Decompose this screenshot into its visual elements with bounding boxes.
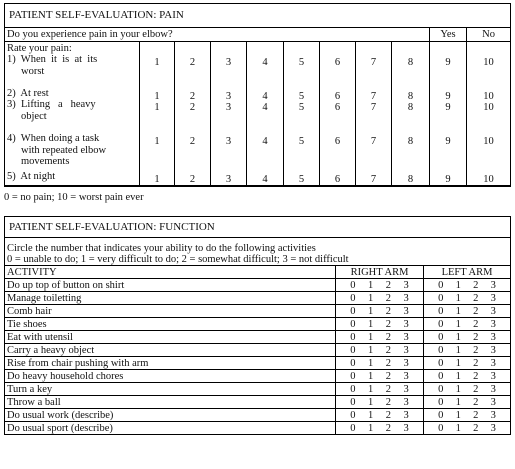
ability-score-option[interactable]: 0 — [350, 331, 356, 343]
ability-score-option[interactable]: 2 — [385, 305, 391, 317]
score-option[interactable]: 1 — [154, 91, 160, 102]
ability-score-option[interactable]: 2 — [385, 331, 391, 343]
right-arm-scale — [336, 305, 424, 318]
ability-score-option[interactable]: 0 — [438, 344, 444, 356]
ability-score-option[interactable]: 3 — [490, 331, 496, 343]
pain-evaluation-table — [4, 3, 511, 187]
score-column-1 — [140, 42, 175, 186]
table-row — [5, 383, 511, 396]
left-arm-scale — [424, 292, 511, 305]
ability-score-option[interactable]: 3 — [403, 331, 409, 343]
score-column-2 — [175, 42, 211, 186]
left-arm-scale — [424, 383, 511, 396]
ability-score-option[interactable]: 0 — [350, 357, 356, 369]
ability-score-option[interactable]: 2 — [473, 357, 479, 369]
ability-score-option[interactable]: 3 — [490, 370, 496, 382]
ability-score-option[interactable]: 0 — [350, 305, 356, 317]
score-option[interactable]: 4 — [262, 91, 268, 102]
activity-rows — [5, 279, 511, 435]
rate-label: Rate your pain: — [7, 43, 72, 54]
ability-score-option[interactable]: 1 — [455, 409, 461, 421]
left-arm-scale — [424, 409, 511, 422]
score-option[interactable]: 5 — [298, 174, 305, 185]
activity-label: Do up top of button on shirt — [5, 279, 336, 292]
pain-item-label-cont: worst — [21, 65, 45, 77]
score-column-4 — [247, 42, 284, 186]
ability-score-option[interactable]: 1 — [455, 383, 461, 395]
score-option[interactable]: 3 — [225, 91, 232, 102]
ability-score-option[interactable]: 1 — [368, 318, 374, 330]
ability-score-option[interactable]: 1 — [368, 383, 374, 395]
ability-score-option[interactable]: 0 — [438, 409, 444, 421]
activity-label: Turn a key — [5, 383, 336, 396]
score-option[interactable]: 4 — [262, 174, 268, 185]
score-column-3 — [211, 42, 247, 186]
ability-score-option[interactable]: 0 — [438, 279, 444, 291]
right-arm-scale — [336, 331, 424, 344]
left-arm-scale — [424, 370, 511, 383]
table-row — [5, 331, 511, 344]
ability-score-option[interactable]: 3 — [490, 318, 496, 330]
score-option[interactable]: 7 — [370, 174, 377, 185]
table-row — [5, 279, 511, 292]
score-option[interactable]: 6 — [334, 174, 341, 185]
left-arm-scale — [424, 422, 511, 435]
ability-score-option[interactable]: 3 — [403, 279, 409, 291]
score-column-6 — [320, 42, 356, 186]
function-instructions — [5, 238, 511, 266]
instruction-text: Circle the number that indicates your ability to do the following activities — [7, 243, 316, 254]
score-option[interactable]: 7 — [370, 102, 377, 113]
ability-score-option[interactable]: 1 — [368, 370, 374, 382]
score-option[interactable]: 10 — [483, 57, 494, 68]
score-column-10 — [467, 42, 511, 186]
pain-item-rest — [7, 88, 137, 99]
pain-item-label-cont: object — [21, 110, 47, 122]
pain-item-night — [7, 171, 137, 182]
pain-title: PATIENT SELF-EVALUATION: PAIN — [5, 4, 511, 28]
ability-score-option[interactable]: 2 — [385, 422, 391, 434]
activity-label: Do heavy household chores — [5, 370, 336, 383]
left-arm-scale — [424, 331, 511, 344]
ability-score-option[interactable]: 1 — [368, 292, 374, 304]
pain-scale-note: 0 = no pain; 10 = worst pain ever — [4, 192, 144, 203]
ability-score-option[interactable]: 2 — [385, 279, 391, 291]
table-row — [5, 292, 511, 305]
ability-score-option[interactable]: 2 — [385, 357, 391, 369]
ability-score-option[interactable]: 2 — [473, 396, 479, 408]
score-option[interactable]: 3 — [225, 136, 232, 147]
right-arm-scale — [336, 409, 424, 422]
score-option[interactable]: 10 — [483, 102, 494, 113]
ability-score-option[interactable]: 3 — [403, 292, 409, 304]
right-arm-header: RIGHT ARM — [336, 266, 424, 279]
ability-score-option[interactable]: 3 — [403, 409, 409, 421]
ability-score-option[interactable]: 2 — [385, 396, 391, 408]
score-option[interactable]: 1 — [154, 57, 160, 68]
ability-score-option[interactable]: 2 — [473, 292, 479, 304]
ability-score-option[interactable]: 1 — [368, 409, 374, 421]
activity-label: Throw a ball — [5, 396, 336, 409]
ability-score-option[interactable]: 0 — [350, 318, 356, 330]
score-option[interactable]: 9 — [445, 174, 451, 185]
ability-score-option[interactable]: 1 — [455, 318, 461, 330]
table-row — [5, 305, 511, 318]
pain-item-label: 3) Lifting a heavy — [7, 99, 96, 111]
ability-score-option[interactable]: 0 — [438, 370, 444, 382]
right-arm-scale — [336, 279, 424, 292]
ability-score-option[interactable]: 0 — [350, 383, 356, 395]
ability-score-option[interactable]: 2 — [473, 318, 479, 330]
ability-score-option[interactable]: 2 — [473, 331, 479, 343]
ability-score-option[interactable]: 1 — [455, 344, 461, 356]
left-arm-scale — [424, 318, 511, 331]
score-option[interactable]: 1 — [154, 174, 160, 185]
score-option[interactable]: 8 — [407, 57, 414, 68]
left-arm-header: LEFT ARM — [424, 266, 511, 279]
score-option[interactable]: 1 — [154, 136, 160, 147]
ability-score-option[interactable]: 3 — [403, 396, 409, 408]
score-option[interactable]: 8 — [407, 136, 414, 147]
score-option[interactable]: 7 — [370, 91, 377, 102]
ability-score-option[interactable]: 2 — [385, 409, 391, 421]
ability-score-option[interactable]: 2 — [385, 370, 391, 382]
pain-item-lifting — [7, 99, 137, 133]
left-arm-scale — [424, 357, 511, 370]
ability-score-option[interactable]: 0 — [438, 357, 444, 369]
ability-score-option[interactable]: 3 — [490, 409, 496, 421]
ability-score-option[interactable]: 3 — [403, 318, 409, 330]
ability-score-option[interactable]: 2 — [473, 409, 479, 421]
score-option[interactable]: 4 — [262, 136, 268, 147]
right-arm-scale — [336, 370, 424, 383]
ability-score-option[interactable]: 0 — [350, 370, 356, 382]
ability-score-option[interactable]: 0 — [438, 318, 444, 330]
ability-score-option[interactable]: 3 — [403, 344, 409, 356]
score-option[interactable]: 5 — [298, 57, 305, 68]
ability-score-option[interactable]: 2 — [385, 344, 391, 356]
score-option[interactable]: 2 — [189, 136, 196, 147]
score-option[interactable]: 10 — [483, 174, 494, 185]
activity-label: Manage toiletting — [5, 292, 336, 305]
right-arm-scale — [336, 357, 424, 370]
score-column-5 — [284, 42, 320, 186]
activity-label: Rise from chair pushing with arm — [5, 357, 336, 370]
ability-score-option[interactable]: 3 — [403, 370, 409, 382]
score-option[interactable]: 5 — [298, 136, 305, 147]
score-column-7 — [356, 42, 392, 186]
score-option[interactable]: 6 — [334, 91, 341, 102]
pain-items-column — [5, 42, 140, 186]
ability-score-option[interactable]: 0 — [350, 344, 356, 356]
score-option[interactable]: 4 — [262, 57, 268, 68]
ability-score-option[interactable]: 1 — [368, 396, 374, 408]
activity-label: Comb hair — [5, 305, 336, 318]
ability-score-option[interactable]: 3 — [490, 305, 496, 317]
score-option[interactable]: 6 — [334, 57, 341, 68]
right-arm-scale — [336, 292, 424, 305]
score-option[interactable]: 10 — [483, 91, 494, 102]
activity-label: Do usual sport (describe) — [5, 422, 336, 435]
ability-score-option[interactable]: 0 — [438, 305, 444, 317]
ability-score-option[interactable]: 1 — [455, 292, 461, 304]
score-option[interactable]: 8 — [407, 174, 414, 185]
ability-score-option[interactable]: 1 — [455, 370, 461, 382]
score-option[interactable]: 10 — [483, 136, 494, 147]
ability-score-option[interactable]: 1 — [455, 331, 461, 343]
left-arm-scale — [424, 305, 511, 318]
ability-score-option[interactable]: 0 — [438, 422, 444, 434]
ability-score-option[interactable]: 2 — [473, 344, 479, 356]
pain-item-label: 1) When it is at its — [7, 54, 98, 66]
table-row — [5, 344, 511, 357]
pain-question: Do you experience pain in your elbow? — [5, 28, 430, 42]
table-row — [5, 396, 511, 409]
score-option[interactable]: 4 — [262, 102, 268, 113]
activity-label: Tie shoes — [5, 318, 336, 331]
left-arm-scale — [424, 344, 511, 357]
score-option[interactable]: 2 — [189, 174, 196, 185]
ability-score-option[interactable]: 0 — [350, 409, 356, 421]
ability-score-option[interactable]: 3 — [490, 422, 496, 434]
score-option[interactable]: 8 — [407, 91, 414, 102]
score-option[interactable]: 2 — [189, 102, 196, 113]
ability-score-option[interactable]: 1 — [368, 344, 374, 356]
pain-item-label: 2) At rest — [7, 88, 49, 100]
score-option[interactable]: 1 — [154, 102, 160, 113]
ability-score-option[interactable]: 1 — [455, 279, 461, 291]
pain-item-worst — [7, 54, 137, 88]
ability-score-option[interactable]: 3 — [490, 292, 496, 304]
score-option[interactable]: 9 — [445, 102, 451, 113]
pain-item-label: 5) At night — [7, 171, 56, 183]
ability-score-option[interactable]: 1 — [368, 357, 374, 369]
ability-score-option[interactable]: 1 — [455, 422, 461, 434]
function-title: PATIENT SELF-EVALUATION: FUNCTION — [5, 217, 511, 238]
ability-score-option[interactable]: 3 — [403, 357, 409, 369]
score-option[interactable]: 9 — [445, 57, 451, 68]
score-option[interactable]: 9 — [445, 136, 451, 147]
left-arm-scale — [424, 279, 511, 292]
yes-option[interactable]: Yes — [430, 28, 467, 42]
ability-score-option[interactable]: 1 — [368, 279, 374, 291]
pain-item-label-cont: with repeated elbow movements — [21, 144, 107, 167]
ability-score-option[interactable]: 2 — [473, 305, 479, 317]
ability-score-option[interactable]: 3 — [403, 383, 409, 395]
score-option[interactable]: 6 — [334, 136, 341, 147]
ability-score-option[interactable]: 0 — [438, 396, 444, 408]
ability-score-option[interactable]: 0 — [438, 383, 444, 395]
ability-score-option[interactable]: 0 — [438, 331, 444, 343]
ability-score-option[interactable]: 0 — [350, 292, 356, 304]
score-option[interactable]: 7 — [370, 136, 377, 147]
activity-label: Eat with utensil — [5, 331, 336, 344]
table-row — [5, 357, 511, 370]
ability-score-option[interactable]: 2 — [473, 383, 479, 395]
score-option[interactable]: 3 — [225, 57, 232, 68]
score-option[interactable]: 6 — [334, 102, 341, 113]
ability-score-option[interactable]: 1 — [455, 357, 461, 369]
no-option[interactable]: No — [467, 28, 511, 42]
ability-score-option[interactable]: 3 — [490, 383, 496, 395]
ability-score-option[interactable]: 0 — [350, 396, 356, 408]
ability-score-option[interactable]: 1 — [368, 305, 374, 317]
score-option[interactable]: 8 — [407, 102, 414, 113]
score-option[interactable]: 5 — [298, 102, 305, 113]
table-row — [5, 318, 511, 331]
ability-score-option[interactable]: 2 — [385, 383, 391, 395]
pain-item-label: 4) When doing a task — [7, 133, 100, 145]
activity-label: Do usual work (describe) — [5, 409, 336, 422]
activity-label: Carry a heavy object — [5, 344, 336, 357]
ability-score-option[interactable]: 2 — [473, 370, 479, 382]
score-option[interactable]: 7 — [370, 57, 377, 68]
pain-item-task — [7, 133, 137, 171]
activity-header: ACTIVITY — [5, 266, 336, 279]
ability-score-option[interactable]: 2 — [385, 318, 391, 330]
ability-score-option[interactable]: 3 — [403, 305, 409, 317]
ability-score-option[interactable]: 3 — [490, 357, 496, 369]
ability-score-option[interactable]: 3 — [490, 279, 496, 291]
ability-score-option[interactable]: 1 — [368, 422, 374, 434]
ability-score-option[interactable]: 2 — [473, 422, 479, 434]
ability-score-option[interactable]: 3 — [490, 396, 496, 408]
right-arm-scale — [336, 383, 424, 396]
table-row — [5, 422, 511, 435]
right-arm-scale — [336, 344, 424, 357]
score-option[interactable]: 2 — [189, 91, 196, 102]
function-evaluation-table — [4, 216, 511, 435]
right-arm-scale — [336, 318, 424, 331]
right-arm-scale — [336, 396, 424, 409]
ability-score-option[interactable]: 0 — [350, 422, 356, 434]
score-option[interactable]: 3 — [225, 174, 232, 185]
score-option[interactable]: 5 — [298, 91, 305, 102]
ability-score-option[interactable]: 2 — [385, 292, 391, 304]
scale-legend: 0 = unable to do; 1 = very difficult to do; 2 = somewhat difficult; 3 = not difficult — [7, 254, 349, 265]
table-row — [5, 409, 511, 422]
table-row — [5, 370, 511, 383]
left-arm-scale — [424, 396, 511, 409]
score-option[interactable]: 9 — [445, 91, 451, 102]
score-option[interactable]: 3 — [225, 102, 232, 113]
ability-score-option[interactable]: 3 — [490, 344, 496, 356]
ability-score-option[interactable]: 2 — [473, 279, 479, 291]
right-arm-scale — [336, 422, 424, 435]
ability-score-option[interactable]: 1 — [455, 305, 461, 317]
ability-score-option[interactable]: 0 — [438, 292, 444, 304]
score-column-8 — [392, 42, 430, 186]
ability-score-option[interactable]: 1 — [455, 396, 461, 408]
ability-score-option[interactable]: 1 — [368, 331, 374, 343]
score-column-9 — [430, 42, 467, 186]
score-option[interactable]: 2 — [189, 57, 196, 68]
ability-score-option[interactable]: 3 — [403, 422, 409, 434]
ability-score-option[interactable]: 0 — [350, 279, 356, 291]
